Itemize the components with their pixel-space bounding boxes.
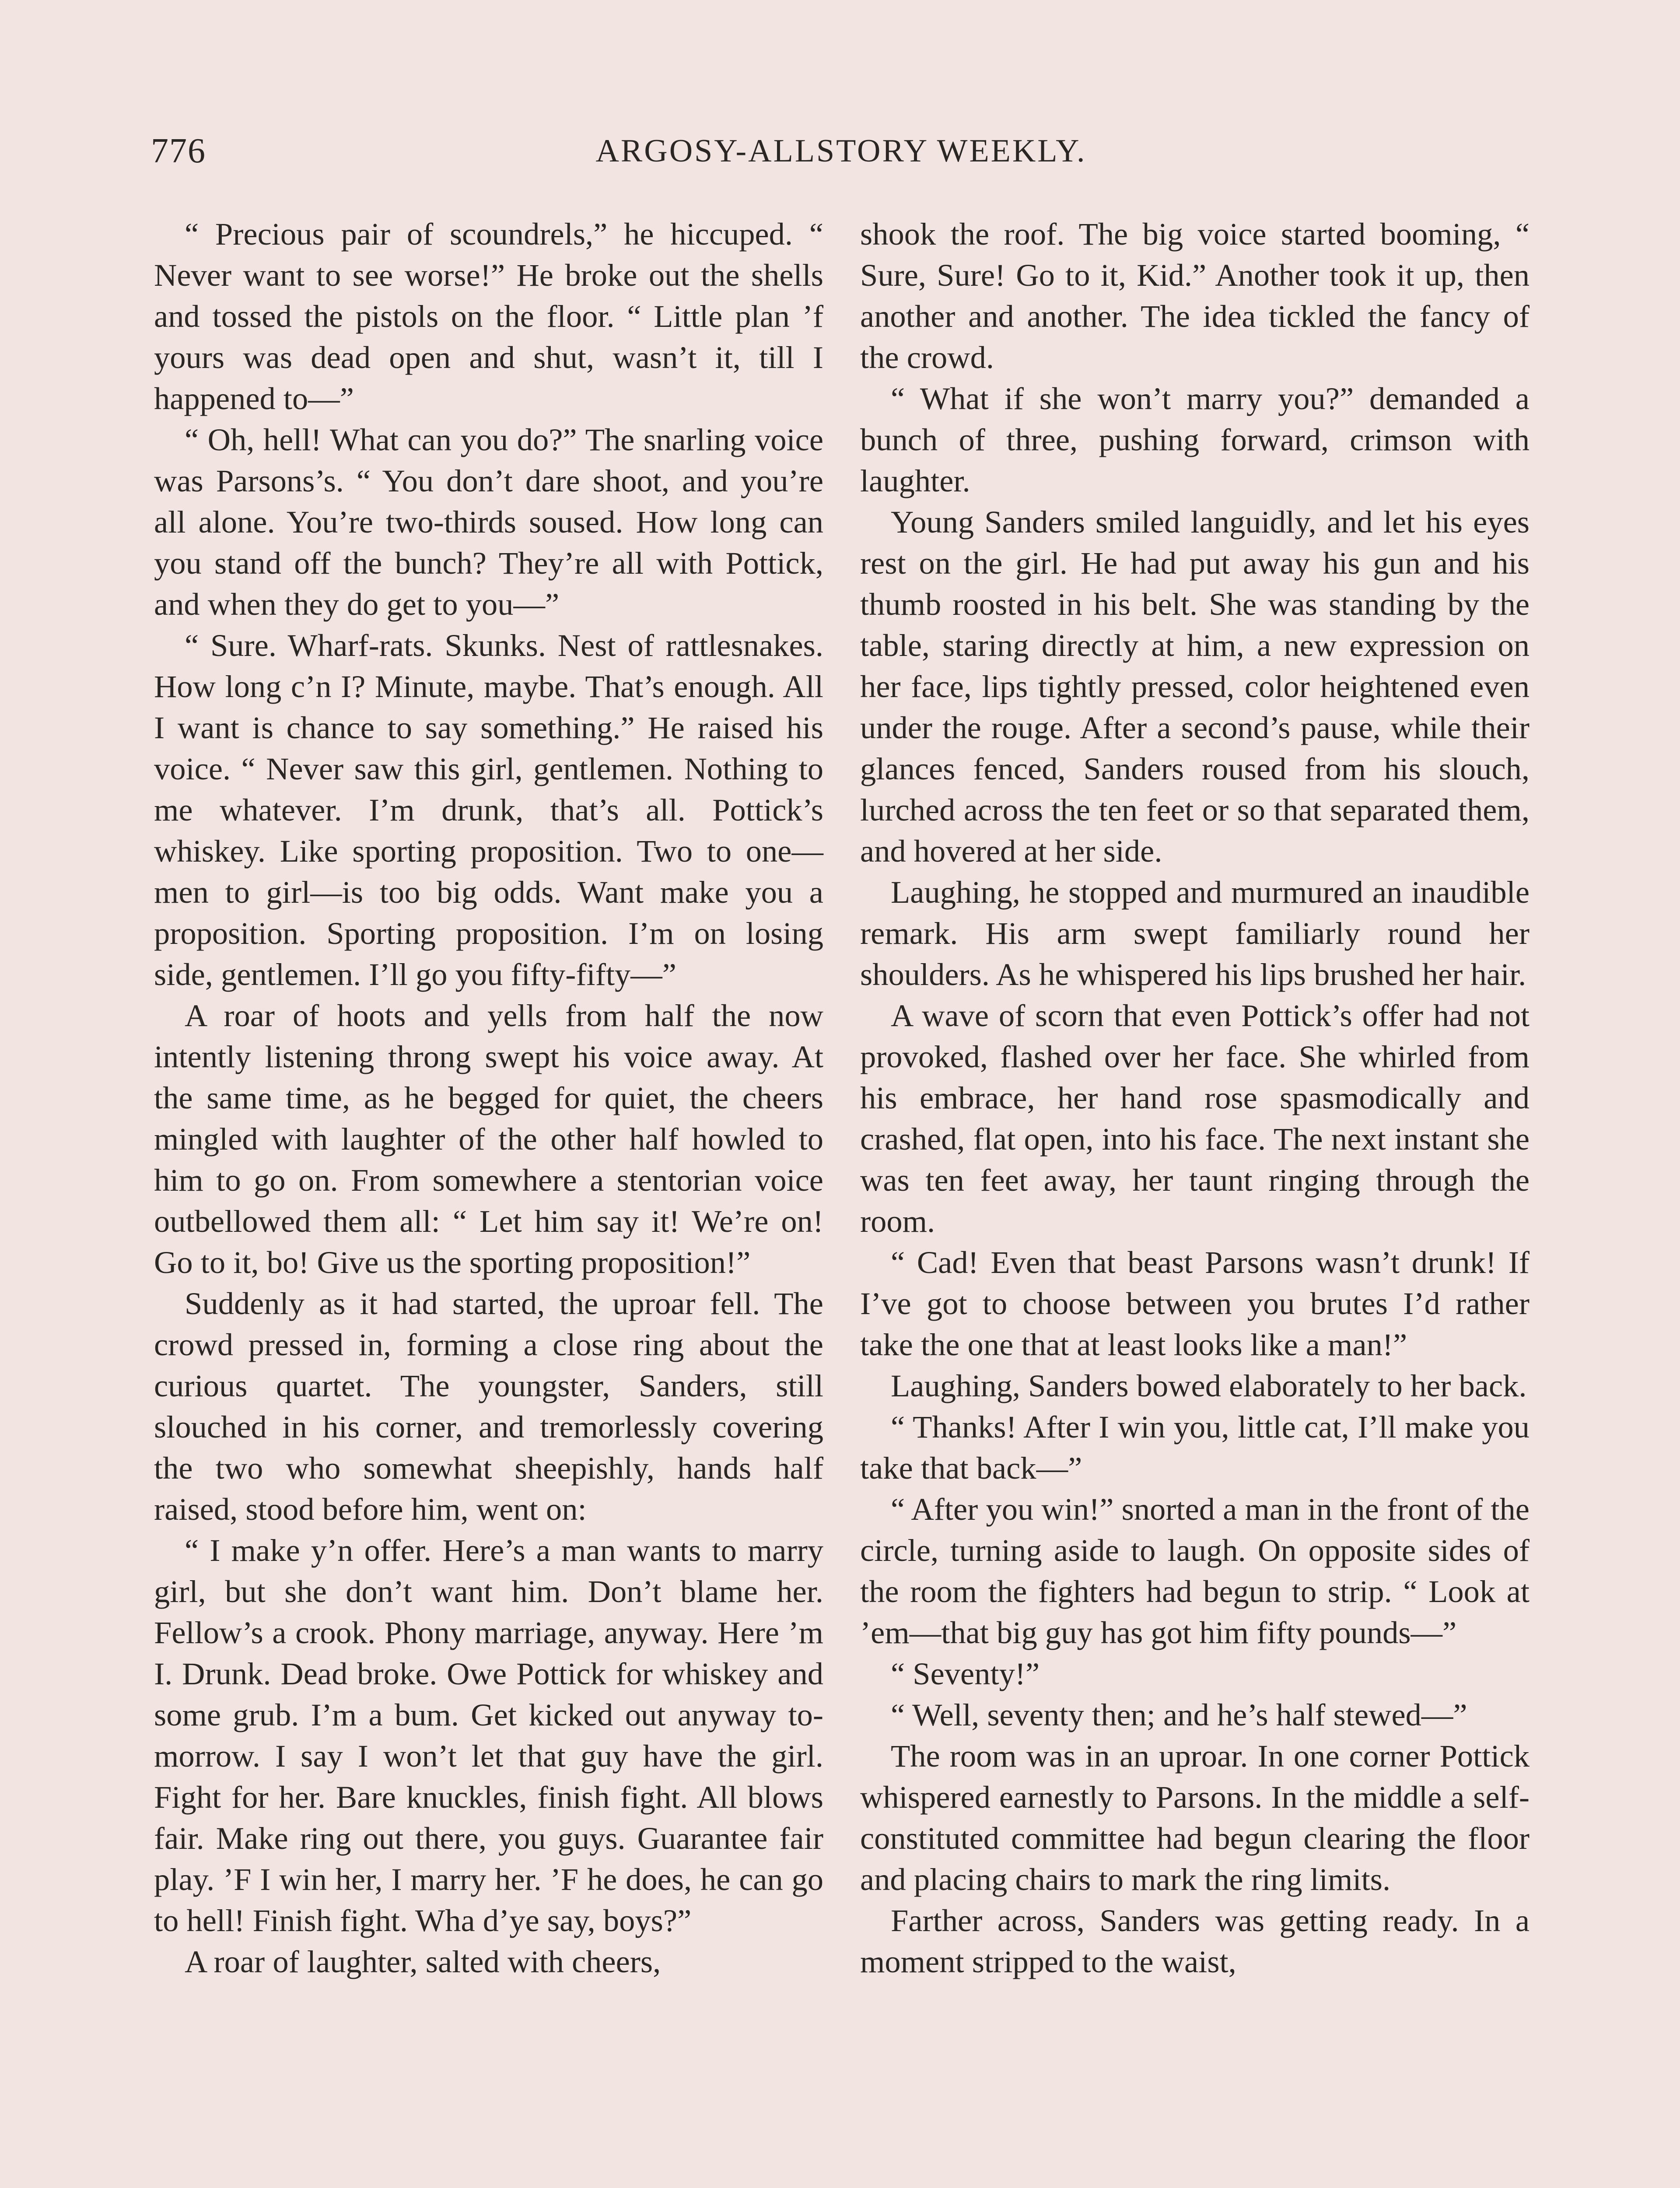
page-number: 776	[151, 132, 206, 170]
paragraph: “ Thanks! After I win you, little cat, I’ll make you take that back—”	[860, 1409, 1530, 1486]
paragraph: Young Sanders smiled languidly, and let his eyes rest on the girl. He had put away his gun and his thumb roosted in his belt. She was standing by the table, staring directly at him, a new expression on her face, lips tightly pressed, color heightened even under the rouge. After a second’s pause, while their glances fenced, Sanders roused from his slouch, lurched across the ten feet or so that separated them, and hovered at her side.	[860, 504, 1530, 869]
left-column	[154, 214, 823, 2188]
right-column	[860, 214, 1530, 2188]
paragraph: Laughing, he stopped and murmured an inaudible remark. His arm swept familiarly round her shoulders. As he whispered his lips brushed her hair.	[860, 874, 1530, 992]
paragraph: “ Sure. Wharf-rats. Skunks. Nest of rattlesnakes. How long c’n I? Minute, maybe. That’s enough. All I want is chance to say something.” He raised his voice. “ Never saw this girl, gentlemen. Nothing to me whatever. I’m drunk, that’s all. Pottick’s whiskey. Like sporting proposition. Two to one—men to girl—is too big odds. Want make you a proposition. Sporting proposition. I’m on losing side, gentlemen. I’ll go you fifty-fifty—”	[154, 628, 823, 992]
paragraph: “ Cad! Even that beast Parsons wasn’t drunk! If I’ve got to choose between you brutes I’d rather take the one that at least looks like a man!”	[860, 1245, 1530, 1362]
paragraph: “ Precious pair of scoundrels,” he hiccuped. “ Never want to see worse!” He broke out the shells and tossed the pistols on the floor. “ Little plan ’f yours was dead open and shut, wasn’t it, till I happened to—”	[154, 216, 823, 416]
paragraph: Laughing, Sanders bowed elaborately to her back.	[891, 1368, 1527, 1403]
paragraph: A wave of scorn that even Pottick’s offer had not provoked, flashed over her face. She whirled from his embrace, her hand rose spasmodically and crashed, flat open, into his face. The next instant she was ten feet away, her taunt ringing through the room.	[860, 998, 1530, 1239]
paragraph: A roar of laughter, salted with cheers,	[185, 1944, 661, 1979]
paragraph: A roar of hoots and yells from half the now intently listening throng swept his voice away. At the same time, as he begged for quiet, the cheers mingled with laughter of the other half howled to him to go on. From somewhere a stentorian voice outbellowed them all: “ Let him say it! We’re on! Go to it, bo! Give us the sporting proposition!”	[154, 998, 823, 1280]
paragraph: shook the roof. The big voice started booming, “ Sure, Sure! Go to it, Kid.” Another took it up, then another and another. The idea tickled the fancy of the crowd.	[860, 216, 1530, 375]
paragraph: “ After you win!” snorted a man in the front of the circle, turning aside to laugh. On opposite sides of the room the fighters had begun to strip. “ Look at ’em—that big guy has got him fifty pounds—”	[860, 1491, 1530, 1650]
paragraph: “ Oh, hell! What can you do?” The snarling voice was Parsons’s. “ You don’t dare shoot, and you’re all alone. You’re two-thirds soused. How long can you stand off the bunch? They’re all with Pottick, and when they do get to you—”	[154, 422, 823, 622]
paragraph: “ Seventy!”	[891, 1656, 1040, 1691]
paragraph: Farther across, Sanders was getting ready. In a moment stripped to the waist,	[860, 1903, 1530, 1979]
paragraph: “ What if she won’t marry you?” demanded a bunch of three, pushing forward, crimson with laughter.	[860, 381, 1530, 498]
paragraph: “ Well, seventy then; and he’s half stewed—”	[891, 1697, 1467, 1732]
running-title: ARGOSY-ALLSTORY WEEKLY.	[595, 133, 1087, 169]
paragraph: The room was in an uproar. In one corner Pottick whispered earnestly to Parsons. In the middle a self-constituted committee had begun clearing the floor and placing chairs to mark the ring limits.	[860, 1738, 1530, 1897]
paragraph: Suddenly as it had started, the uproar fell. The crowd pressed in, forming a close ring about the curious quartet. The youngster, Sanders, still slouched in his corner, and tremorlessly covering the two who somewhat sheepishly, hands half raised, stood before him, went on:	[154, 1286, 823, 1527]
page-header	[151, 125, 1531, 177]
paragraph: “ I make y’n offer. Here’s a man wants to marry girl, but she don’t want him. Don’t blame her. Fellow’s a crook. Phony marriage, anyway. Here ’m I. Drunk. Dead broke. Owe Pottick for whiskey and some grub. I’m a bum. Get kicked out anyway to-morrow. I say I won’t let that guy have the girl. Fight for her. Bare knuckles, finish fight. All blows fair. Make ring out there, you guys. Guarantee fair play. ’F I win her, I marry her. ’F he does, he can go to hell! Finish fight. Wha d’ye say, boys?”	[154, 1532, 823, 1938]
